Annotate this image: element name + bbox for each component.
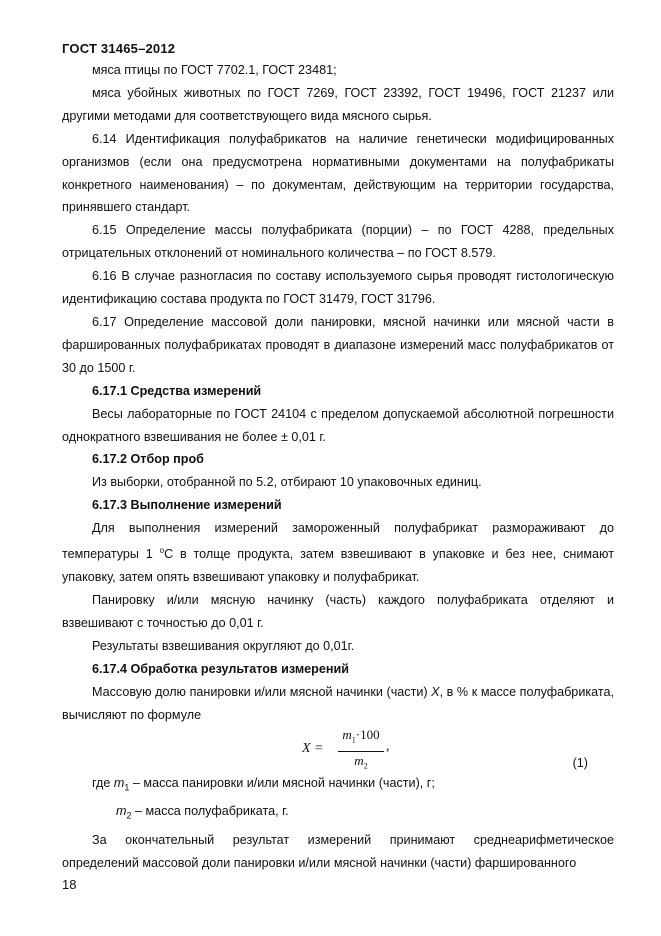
document-header: ГОСТ 31465–2012 [62, 41, 176, 56]
formula-numerator [338, 726, 384, 752]
paragraph-6-17: 6.17 Определение массовой доли панировки, мясной начинки или мясной части в фаршированных полуфабрикатах проводят в диапазоне измерений масс полуфабрикатов от 30 до 1500 г. [62, 314, 614, 375]
document-body [62, 59, 614, 875]
sub: 1 [351, 736, 356, 746]
paragraph-final: За окончательный результат измерений принимают среднеарифметическое определений массовой доли панировки и/или мясной начинки (части) фаршированного [62, 833, 614, 871]
var: m [342, 727, 352, 743]
definition-m1 [62, 772, 614, 799]
text: , в % к массе полуфабриката, вычисляют по формуле [62, 684, 614, 722]
formula-lhs: X = [302, 741, 324, 757]
heading-6-17-4: 6.17.4 Обработка результатов измерений [92, 661, 349, 676]
var: m [354, 753, 364, 769]
text: Массовую долю панировки и/или мясной начинки (части) [92, 684, 432, 699]
paragraph-6-17-3-a [62, 517, 614, 589]
text: где [92, 776, 114, 791]
formula-denominator [338, 752, 384, 776]
text: мяса убойных животных по ГОСТ 7269, ГОСТ 23392, ГОСТ 19496, ГОСТ 21237 [92, 85, 587, 100]
text-line: мяса птицы по ГОСТ 7702.1, ГОСТ 23481; [92, 63, 337, 77]
paragraph-6-17-2: Из выборки, отобранной по 5.2, отбирают 10 упаковочных единиц. [92, 475, 482, 490]
formula-fraction [338, 726, 384, 775]
heading-6-17-1: 6.17.1 Средства измерений [92, 383, 262, 398]
paragraph-6-17-3-b: Панировку и/или мясную начинку (часть) каждого полуфабриката отделяют и взвешивают с точностью до 0,01 г. [62, 593, 614, 630]
sub: 1 [124, 782, 130, 793]
paragraph-6-17-1: Весы лабораторные по ГОСТ 24104 с пределом допускаемой абсолютной погрешности однократного взвешивания не более ± 0,01 г. [62, 406, 614, 444]
paragraph-6-17-3-c: Результаты взвешивания округляют до 0,01г. [92, 638, 355, 653]
var: m [113, 776, 125, 791]
sub: 2 [363, 761, 368, 771]
paragraph-6-17-4 [62, 681, 614, 727]
paragraph-6-14: 6.14 Идентификация полуфабрикатов на наличие генетически модифицированных организмов (если она предусмотрена нормативными документами на полуфабрикаты конкретного наименования) – по документам, действующим на территории государства, принявшего стандарт. [62, 131, 614, 215]
paragraph [62, 82, 614, 128]
paragraph-6-16: 6.16 В случае разногласия по составу используемого сырья проводят гистологическую идентификацию состава продукта по ГОСТ 31479, ГОСТ 31796. [62, 269, 614, 307]
formula-comma: , [386, 739, 390, 755]
formula-1 [62, 726, 614, 772]
page-number: 18 [62, 877, 77, 892]
heading-6-17-2: 6.17.2 Отбор проб [92, 452, 204, 467]
paragraph-6-15: 6.15 Определение массы полуфабриката (порции) – по ГОСТ 4288, предельных отрицательных отклонений от номинального количества – по ГОСТ 8.579. [62, 223, 614, 261]
text: или другими методами для соответствующего вида мясного сырья. [62, 85, 615, 123]
heading-6-17-3: 6.17.3 Выполнение измерений [92, 498, 282, 513]
text: С в толще продукта, затем взвешивают в упаковке и без нее, снимают упаковку, затем опять взвешивают упаковку и полуфабрикат. [62, 547, 614, 585]
text: – масса панировки и/или мясной начинки (части), г; [129, 776, 435, 791]
var: m [116, 803, 127, 818]
degree-sign: o [159, 546, 165, 556]
sub: 2 [126, 810, 132, 821]
definition-m2 [62, 800, 614, 827]
text: Для выполнения измерений замороженный полуфабрикат размораживают до температуры 1 [62, 521, 614, 562]
equation-number: (1) [572, 756, 588, 771]
variable-x: X [431, 684, 440, 699]
text: ·100 [355, 727, 380, 743]
text: – масса полуфабриката, г. [131, 803, 289, 818]
